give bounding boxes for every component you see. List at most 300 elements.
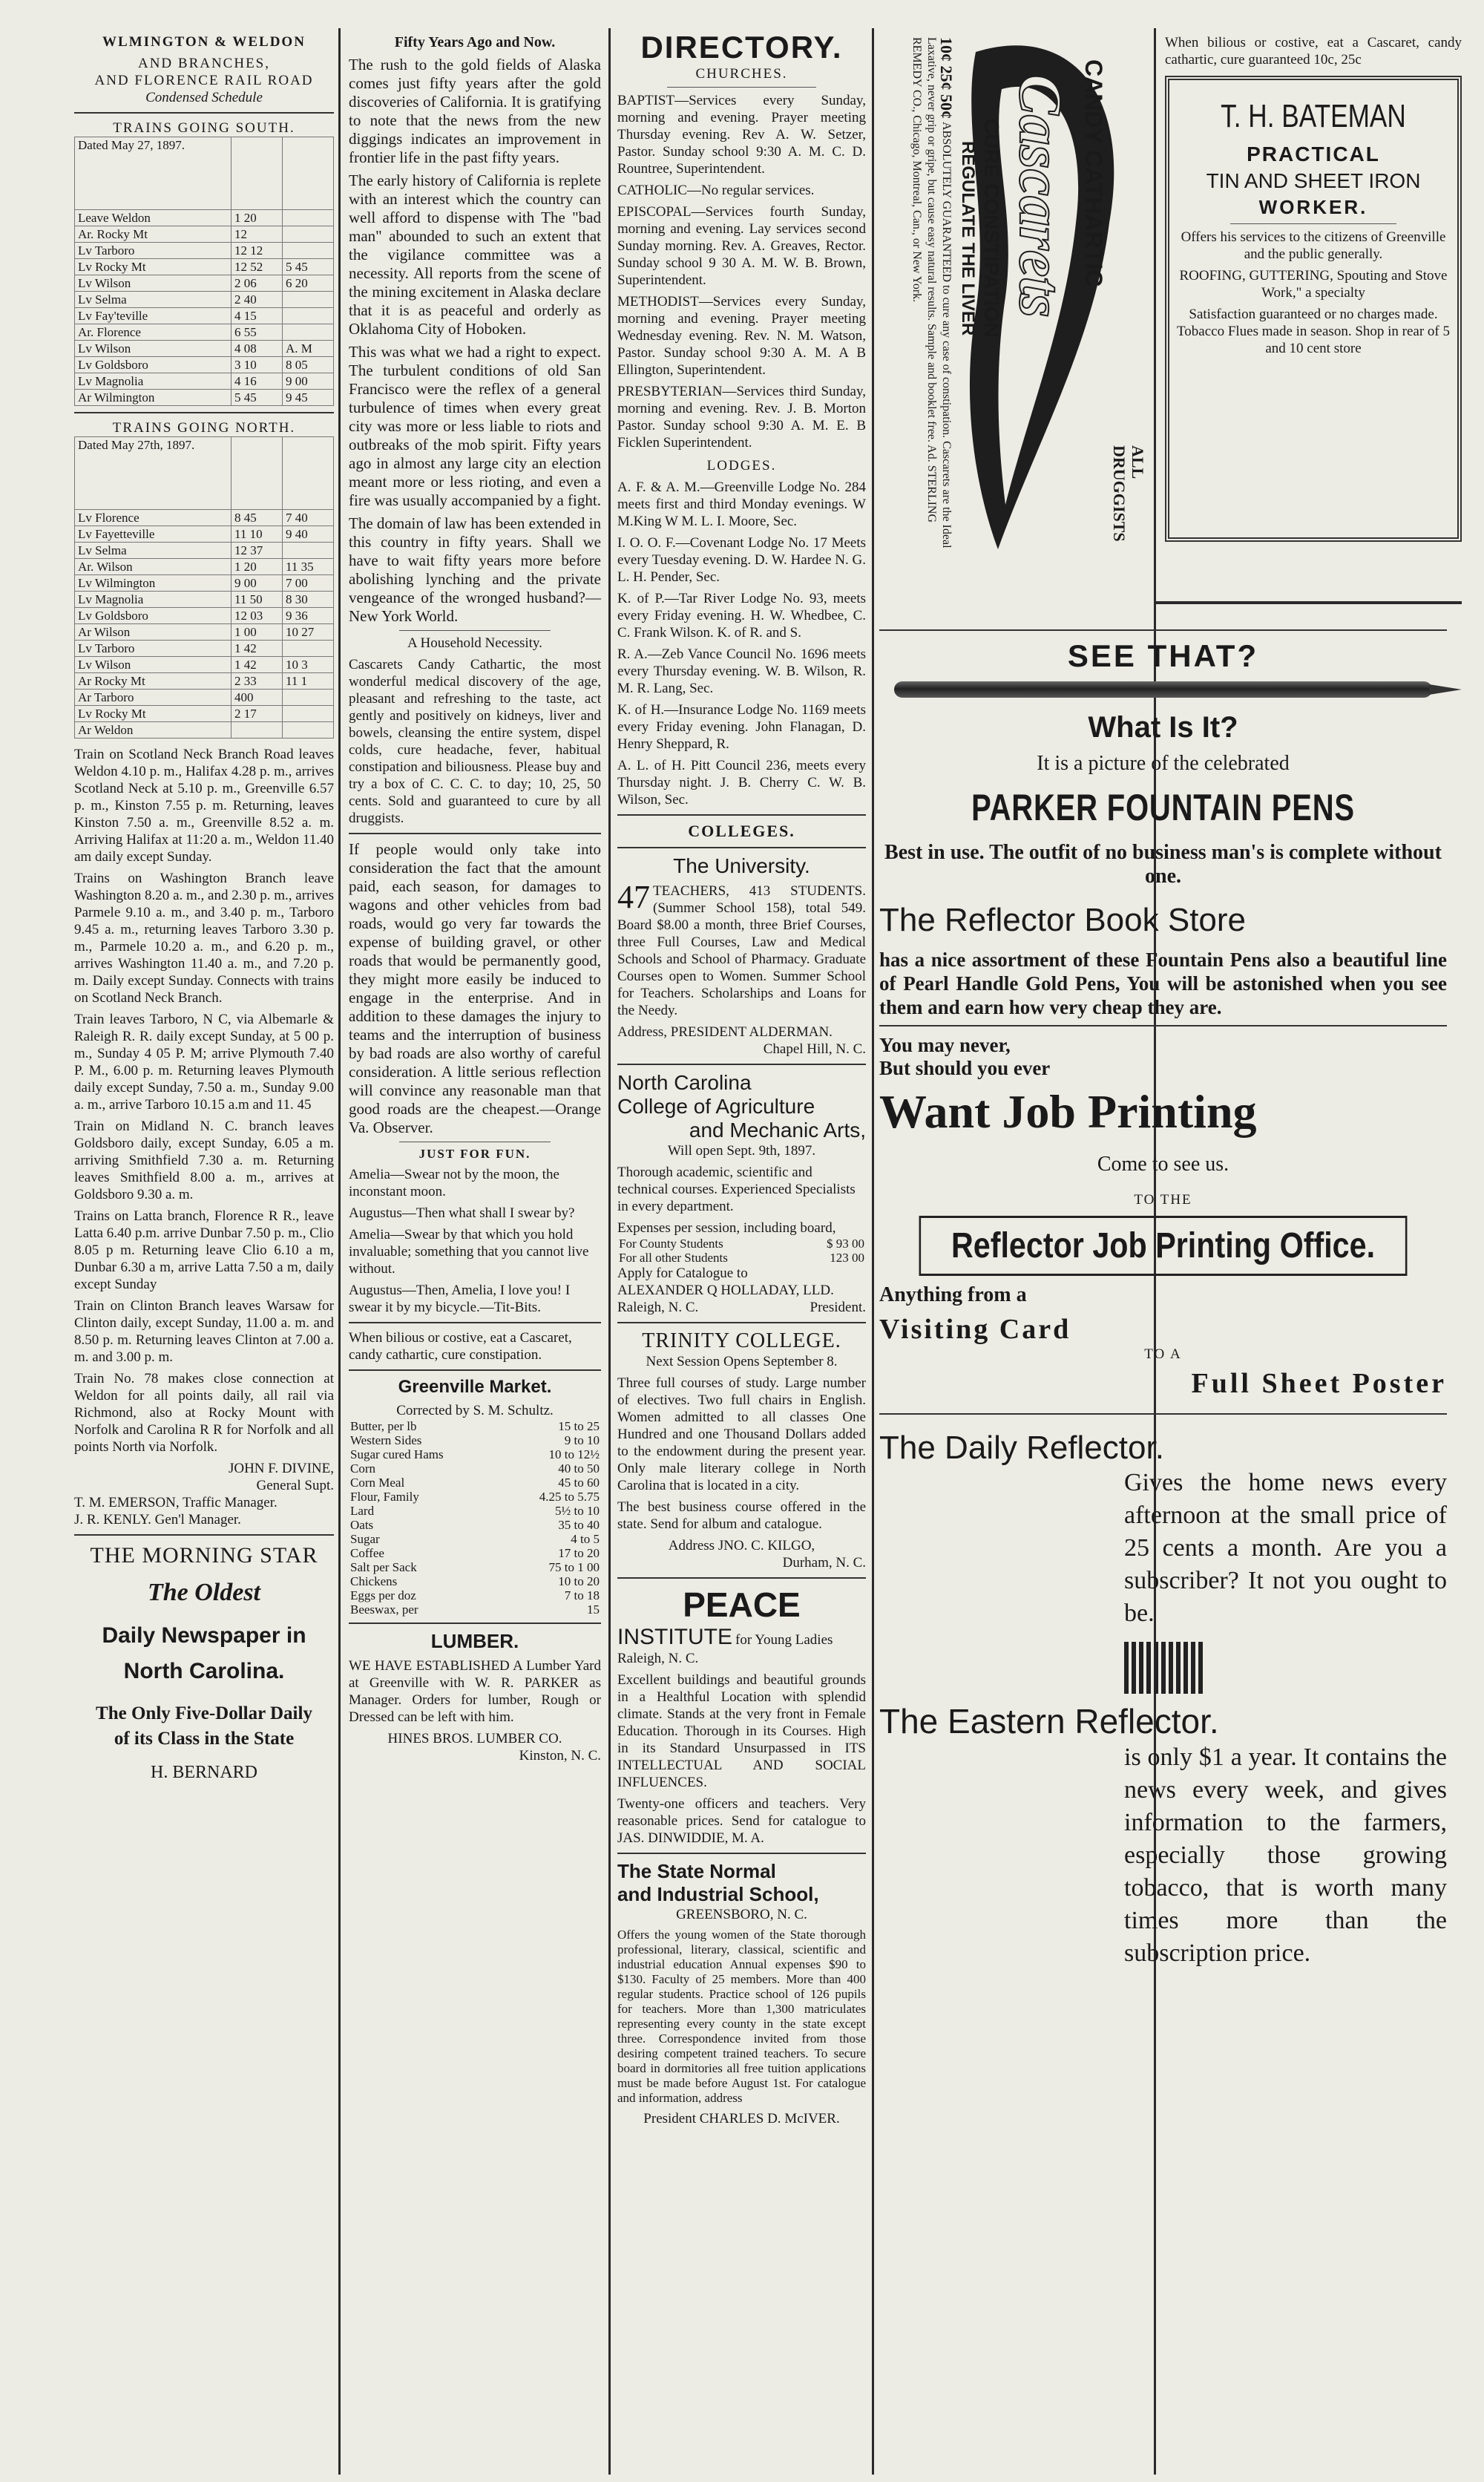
household-title: A Household Necessity. [407, 635, 542, 651]
column-rule [608, 28, 611, 2475]
lumber-location: Kinston, N. C. [519, 1748, 601, 1764]
railroad-note: Train on Midland N. C. branch leaves Goldsboro daily, except Sunday, 6.05 a m. arriving Smithfield 7.30 a. m. Returning leaves Smithfield 8.00 a. m., arrives at Goldsboro 9.30 a. m. [74, 1119, 334, 1202]
timetable-cell-station: Lv Rocky Mt [75, 706, 232, 722]
timetable-cell-station: Lv Fayetteville [75, 526, 232, 543]
item-label: Sugar [350, 1532, 380, 1546]
ncc-title-2: College of Agriculture [617, 1095, 815, 1118]
timetable-cell-t1: 1 42 [232, 641, 283, 657]
trinity-ad: Three full courses of study. Large number of electives. Two full chairs in English. Women admitted to all classes One Hundred and one Thousand Dollars added to the endowment during the present year. Only male literary college in North Carolina that is located in a city. [617, 1375, 866, 1493]
peace-ad: Excellent buildings and beautiful grounds in a Healthful Location with splendid climate. Stands at the very front in Female Education. Thorough in its Courses. High in its Standard Unsurpassed in ITS INTELLECTUAL AND SOCIAL INFLUENCES. [617, 1672, 866, 1790]
timetable-cell-t2 [283, 308, 334, 324]
expense-row [617, 1237, 866, 1251]
railroad-note: Train on Scotland Neck Branch Road leaves Weldon 4.10 p. m., Halifax 4.28 p. m., arrives Scotland Neck at 5.10 p. m., Greenville 6.57 p. m., Kinston 7.55 p. m. Returning, leaves Kinston 7.50 a. m., Greenville 8.52 a. m. Arriving Halifax at 11:20 a. m., Weldon 11.40 am daily except Sunday. [74, 747, 334, 865]
timetable-south [74, 137, 334, 406]
ncc-president: President. [810, 1300, 866, 1315]
timetable-cell-t2 [283, 690, 334, 706]
lumber-title: LUMBER. [430, 1630, 519, 1652]
cascarets-price: 10¢ 25¢ 50¢ [937, 37, 956, 119]
item-value: 4.25 to 5.75 [539, 1490, 600, 1504]
bookstore-text: has a nice assortment of these Fountain Pens also a beautiful line of Pearl Handle Gold Pens, You will be astonished when you see them and earn how very cheap they are. [879, 949, 1447, 1018]
signature-divine: JOHN F. DIVINE, [228, 1461, 334, 1476]
timetable-cell-t1: 12 03 [232, 608, 283, 624]
article-paragraph: The domain of law has been extended in this country in fifty years. Shall we have to wait fifty years more before abolishing lynching and the private vengeance of the wronged husband?—New York World. [349, 514, 601, 625]
timetable-cell-t2 [283, 641, 334, 657]
timetable-row [75, 243, 334, 259]
timetable-cell-t2: 7 40 [283, 510, 334, 526]
timetable-cell-t2: 9 40 [283, 526, 334, 543]
article-paragraph: The early history of California is replete with an interest which the country can well afford to dispense with The "bad man" abounded to such an extent that the vigilance committee was a necessity. All reports from the scene of the mining excitement in Alaska declare that it is as peaceful and orderly as Oklahoma City of Hoboken. [349, 171, 601, 338]
timetable-row [75, 543, 334, 559]
parker-pens-heading: PARKER FOUNTAIN PENS [971, 787, 1355, 828]
timetable-dated: Dated May 27, 1897. [75, 137, 232, 210]
bateman-worker: WORKER. [1258, 196, 1368, 218]
timetable-north [74, 436, 334, 739]
column-directory [617, 30, 866, 2475]
anything-from-text: Anything from a [879, 1283, 1027, 1306]
ncc-president-name: ALEXANDER Q HOLLADAY, LLD. [617, 1283, 834, 1298]
timetable-row [75, 226, 334, 243]
timetable-cell-station: Ar. Wilson [75, 559, 232, 575]
timetable-cell-t1: 400 [232, 690, 283, 706]
morning-star-class: of its Class in the State [114, 1729, 295, 1749]
item-value: 17 to 20 [558, 1546, 600, 1560]
timetable-cell-t1 [232, 722, 283, 739]
timetable-cell-station: Ar Weldon [75, 722, 232, 739]
market-row [349, 1490, 601, 1504]
timetable-row [75, 575, 334, 592]
timetable-row [75, 722, 334, 739]
fun-paragraph: Augustus—Then, Amelia, I love you! I swear it by my bicycle.—Tit-Bits. [349, 1283, 571, 1315]
market-row [349, 1588, 601, 1602]
timetable-cell-station: Lv Wilmington [75, 575, 232, 592]
timetable-cell-station: Lv Magnolia [75, 592, 232, 608]
ncc-expenses: Expenses per session, including board, [617, 1220, 836, 1236]
you-may-never-text: You may never, [879, 1034, 1011, 1056]
ncc-expense-table [617, 1237, 866, 1265]
trinity-address: Address JNO. C. KILGO, [668, 1538, 815, 1553]
railroad-note: Train leaves Tarboro, N C, via Albemarle & Raleigh R. R. daily except Sunday, at 5 00 p. m., Sunday 4 05 P. M; arrive Plymouth 7.40 P. M., 6.00 p. m. Returning leaves Plymouth daily except Sunday, 7.50 a. m., Sunday 9.00 a. m., arrive Tarboro 10.15 a.m and 11. 45 [74, 1012, 334, 1113]
eastern-reflector-text: is only $1 a year. It contains the news every week, and gives information to the farmers, especially those growing tobacco, that is worth many times more than the subscription price. [1124, 1743, 1447, 1967]
item-label: Oats [350, 1518, 374, 1532]
lodges-heading: LODGES. [706, 458, 777, 474]
signature-kenly: J. R. KENLY. Gen'l Manager. [74, 1512, 241, 1527]
timetable-row [75, 341, 334, 357]
bateman-name: T. H. BATEMAN [1221, 98, 1406, 134]
timetable-cell-t1: 2 33 [232, 673, 283, 690]
university-address: Address, PRESIDENT ALDERMAN. [617, 1024, 833, 1040]
item-label: Flour, Family [350, 1490, 419, 1504]
timetable-cell-t1: 4 08 [232, 341, 283, 357]
ncc-apply: Apply for Catalogue to [617, 1265, 748, 1281]
morning-star-daily: Daily Newspaper in [102, 1623, 306, 1648]
railroad-note: Train on Clinton Branch leaves Warsaw for Clinton daily, except Sunday, 11.00 a. m. and 8.50 p. m. Returning leaves Clinton at 7.00 a. m. and 3.00 p. m. [74, 1298, 334, 1365]
cascarets-druggists: DRUGGISTS [1110, 445, 1129, 542]
market-row [349, 1574, 601, 1588]
trinity-ad-2: The best business course offered in the state. Send for album and catalogue. [617, 1499, 866, 1532]
timetable-row [75, 624, 334, 641]
timetable-cell-t2 [283, 722, 334, 739]
timetable-cell-station: Lv Tarboro [75, 243, 232, 259]
timetable-cell-t2: 6 20 [283, 275, 334, 292]
item-value: 10 to 20 [558, 1574, 600, 1588]
column-rule [338, 28, 341, 2475]
item-label: Sugar cured Hams [350, 1447, 444, 1461]
lodge-entry: K. of P.—Tar River Lodge No. 93, meets every Friday evening. H. W. Whedbee, C. C. Frank Wilson. K. of R. and S. [617, 591, 866, 641]
normal-title-1: The State Normal [617, 1860, 776, 1882]
morning-star-oldest: The Oldest [147, 1579, 261, 1606]
column-bateman [1165, 30, 1462, 2475]
timetable-row [75, 690, 334, 706]
what-is-it-heading: What Is It? [1088, 711, 1238, 744]
timetable-cell-t2 [283, 243, 334, 259]
timetable-cell-station: Ar Wilmington [75, 390, 232, 406]
church-entry: CATHOLIC—No regular services. [617, 183, 815, 198]
normal-ad: Offers the young women of the State thorough professional, literary, classical, scientific and industrial education Annual expenses $90 to $130. Faculty of 25 members. More than 400 regular students. Practice school of 126 pupils for teachers. More than 1,300 matriculates representing every county in the state except three. Correspondence invited from those desiring competent trained teachers. To secure board in dormitories all free tuition applications must be made before August 1st. For catalogue and information, address [617, 1928, 866, 2105]
timetable-cell-t2 [283, 226, 334, 243]
timetable-cell-t2: 11 1 [283, 673, 334, 690]
cascarets-sample: Sample and booklet free. Ad. STERLING REMEDY CO., Chicago, Montreal, Can., or New York. [910, 37, 938, 523]
bateman-satisfaction: Satisfaction guaranteed or no charges made. Tobacco Flues made in season. Shop in rear of 5 and 10 cent store [1176, 307, 1451, 356]
bateman-offers: Offers his services to the citizens of Greenville and the public generally. [1181, 229, 1446, 262]
timetable-cell-t2: 5 45 [283, 259, 334, 275]
ncc-open: Will open Sept. 9th, 1897. [667, 1143, 816, 1159]
come-see-us-text: Come to see us. [1097, 1153, 1229, 1176]
visiting-card-text: Visiting Card [879, 1314, 1071, 1345]
timetable-row [75, 510, 334, 526]
morning-star-nc: North Carolina. [123, 1659, 285, 1683]
bateman-practical: PRACTICAL [1247, 143, 1380, 166]
market-table [349, 1419, 601, 1617]
lodge-entry: A. L. of H. Pitt Council 236, meets every Thursday night. J. B. Cherry C. W. B. Wilson, Sec. [617, 758, 866, 808]
market-row [349, 1419, 601, 1433]
picture-of-text: It is a picture of the celebrated [1037, 752, 1290, 775]
timetable-row [75, 559, 334, 575]
lodges-list [617, 479, 866, 808]
timetable-cell-station: Lv Wilson [75, 657, 232, 673]
morning-star-name: H. BERNARD [150, 1763, 257, 1782]
timetable-cell-t2: 8 05 [283, 357, 334, 373]
market-row [349, 1602, 601, 1617]
timetable-cell-t2 [283, 706, 334, 722]
timetable-cell-station: Lv Wilson [75, 341, 232, 357]
signature-title: General Supt. [256, 1478, 334, 1493]
railroad-note: Train No. 78 makes close connection at Weldon for all points daily, all rail via Richmond, also at Rocky Mount with Norfolk and Carolina R R for Norfolk and all points North via Norfolk. [74, 1371, 334, 1455]
household-article: Cascarets Candy Cathartic, the most wonderful medical discovery of the age, pleasant and refreshing to the taste, act gently and positively on kidneys, liver and bowels, cleansing the entire system, dispel colds, cure headache, fever, habitual constipation and biliousness. Please buy and try a box of C. C. C. to day; 10, 25, 50 cents. Sold and guaranteed to cure by all druggists. [349, 657, 601, 826]
best-in-use-text: Best in use. The outfit of no business man's is complete without one. [884, 841, 1442, 888]
timetable-cell-t1: 5 45 [232, 390, 283, 406]
bateman-roofing: ROOFING, GUTTERING, Spouting and Stove Work," a specialty [1179, 268, 1448, 301]
colleges-heading: COLLEGES. [688, 822, 795, 840]
column-rule [872, 28, 874, 2475]
fun-paragraph: Amelia—Swear by that which you hold invaluable; something that you cannot live without. [349, 1227, 589, 1277]
timetable-cell-t1: 2 40 [232, 292, 283, 308]
column-railroad [74, 30, 334, 2475]
to-the-text: TO THE [1134, 1192, 1192, 1208]
market-row [349, 1433, 601, 1447]
want-job-printing-heading: Want Job Printing [879, 1085, 1257, 1138]
item-value: 45 to 60 [558, 1476, 600, 1490]
timetable-cell-t1: 6 55 [232, 324, 283, 341]
directory-title: DIRECTORY. [640, 30, 843, 65]
cascarets-regulate: REGULATE THE LIVER [958, 141, 978, 336]
see-that-heading: SEE THAT? [1067, 638, 1259, 673]
item-value: 15 [587, 1602, 600, 1617]
cascarets-guarantee: ABSOLUTELY GUARANTEED to cure any case of constipation. Cascarets are the Ideal Laxative, never grip or gripe, but cause easy natural results. [925, 37, 953, 549]
item-value: 40 to 50 [558, 1461, 600, 1476]
timetable-row [75, 259, 334, 275]
item-value: 9 to 10 [564, 1433, 600, 1447]
timetable-cell-t1: 11 10 [232, 526, 283, 543]
timetable-cell-t2: 9 45 [283, 390, 334, 406]
market-row [349, 1546, 601, 1560]
timetable-cell-station: Lv Tarboro [75, 641, 232, 657]
timetable-cell-t1: 12 [232, 226, 283, 243]
university-location: Chapel Hill, N. C. [763, 1041, 866, 1057]
ncc-title-3: and Mechanic Arts, [689, 1119, 866, 1142]
normal-location: GREENSBORO, N. C. [676, 1907, 807, 1922]
item-value: 10 to 12½ [548, 1447, 600, 1461]
railroad-subtitle-2: AND FLORENCE RAIL ROAD [94, 73, 314, 88]
timetable-cell-t2: 11 35 [283, 559, 334, 575]
church-entry: PRESBYTERIAN—Services third Sunday, morning and evening. Rev. J. B. Morton Pastor. Sunday school 9:30 A. M. E. B Ficklen Superintendent. [617, 384, 866, 451]
timetable-cell-t2: 9 36 [283, 608, 334, 624]
cascarets-candy: CANDY CATHARTIC [1080, 59, 1107, 287]
timetable-row [75, 308, 334, 324]
signature-emerson: T. M. EMERSON, Traffic Manager. [74, 1495, 278, 1510]
cascarets-cure: CURE CONSTIPATION [980, 119, 1003, 338]
timetable-row [75, 373, 334, 390]
railroad-subtitle: AND BRANCHES, [137, 56, 271, 71]
timetable-cell-t2 [283, 543, 334, 559]
timetable-row [75, 210, 334, 226]
item-value: 15 to 25 [558, 1419, 600, 1433]
just-for-fun-title: JUST FOR FUN. [418, 1147, 531, 1161]
full-sheet-poster-text: Full Sheet Poster [1191, 1368, 1447, 1399]
fun-paragraph: Amelia—Swear not by the moon, the inconstant moon. [349, 1167, 559, 1199]
roads-article: If people would only take into consideration the fact that the amount paid, each season, for damages to wagons and other vehicles from bad roads, would go very far towards the expense of building gravel, or other roads that would be permanently good, they might more easily be induced to engage in the enterprise. And in addition to these damages the injury to teams and the interruption of business by bad roads are also worthy of careful consideration. A little serious reflection will convince any reasonable man that good roads are the cheapest.—Orange Va. Observer. [349, 840, 601, 1136]
item-value: 7 to 18 [564, 1588, 600, 1602]
timetable-row [75, 357, 334, 373]
fifty-years-title: Fifty Years Ago and Now. [394, 34, 556, 50]
timetable-cell-t2: 8 30 [283, 592, 334, 608]
cascarets-ad [887, 30, 1154, 564]
normal-president: President CHARLES D. McIVER. [643, 2111, 840, 2126]
item-label: Lard [350, 1504, 375, 1518]
timetable-row [75, 292, 334, 308]
timetable-cell-station: Lv Goldsboro [75, 357, 232, 373]
item-label: Corn Meal [350, 1476, 405, 1490]
railroad-note: Trains on Washington Branch leave Washington 8.20 a. m., and 2.30 p. m., arrives Parmele 9.10 a. m., and 3.40 p. m., Tarboro 9.45 a. m., returning leaves Tarboro 3.30 p. m., Parmele 10.20 a. m., and 6.20 p. m., arrives Washington 11.40 a. m., and 7.20 p. m. Daily except Sunday. Connects with trains on Scotland Neck Branch. [74, 871, 334, 1006]
morning-star-title: THE MORNING STAR [90, 1543, 318, 1568]
peace-institute: INSTITUTE [617, 1625, 732, 1649]
timetable-cell-t2: 9 00 [283, 373, 334, 390]
item-label: Beeswax, per [350, 1602, 418, 1617]
ncc-title-1: North Carolina [617, 1071, 752, 1094]
university-count: 47 [617, 879, 650, 915]
timetable-cell-station: Lv Florence [75, 510, 232, 526]
peace-for: for Young Ladies Raleigh, N. C. [617, 1632, 833, 1666]
just-for-fun-article [349, 1166, 601, 1316]
churches-list [617, 92, 866, 451]
church-entry: EPISCOPAL—Services fourth Sunday, morning and evening. Lay services second Sunday morning. Rev. A. Greaves, Rector. Sunday school 9 30 A. M. W. B. Brown, Superintendent. [617, 204, 866, 288]
timetable-cell-t1: 12 37 [232, 543, 283, 559]
market-row [349, 1461, 601, 1476]
timetable-row [75, 641, 334, 657]
item-value: 75 to 1 00 [548, 1560, 600, 1574]
bateman-trade: TIN AND SHEET IRON [1206, 169, 1421, 192]
eastern-reflector-heading: The Eastern Reflector. [879, 1702, 1219, 1741]
timetable-cell-t1: 1 20 [232, 210, 283, 226]
bilious-notice: When bilious or costive, eat a Cascaret, candy cathartic, cure constipation. [349, 1330, 572, 1363]
timetable-cell-station: Leave Weldon [75, 210, 232, 226]
churches-heading: CHURCHES. [695, 66, 788, 82]
item-label: Chickens [350, 1574, 398, 1588]
timetable-cell-t1: 1 42 [232, 657, 283, 673]
timetable-cell-t2 [283, 292, 334, 308]
normal-title-2: and Industrial School, [617, 1883, 819, 1905]
timetable-cell-t1: 12 12 [232, 243, 283, 259]
railroad-notes [74, 746, 334, 1456]
to-a-text: TO A [1144, 1346, 1182, 1362]
timetable-cell-t2 [283, 324, 334, 341]
market-row [349, 1532, 601, 1546]
railroad-note: Trains on Latta branch, Florence R R., leave Latta 6.40 p.m. arrive Dunbar 7.50 p. m., Clio 8.05 p m. Returning leave Clio 6.10 a m, Dunbar 6.30 a m, arrive Latta 7.50 a m, daily except Sunday [74, 1208, 334, 1292]
market-title: Greenville Market. [398, 1377, 552, 1397]
timetable-cell-station: Ar Rocky Mt [75, 673, 232, 690]
lumber-ad: WE HAVE ESTABLISHED A Lumber Yard at Greenville with W. R. PARKER as Manager. Orders for lumber, Rough or Dressed can be left with him. [349, 1658, 601, 1725]
lodge-entry: R. A.—Zeb Vance Council No. 1696 meets every Thursday evening. W. B. Wilson, R. M. R. Lang, Sec. [617, 646, 866, 696]
timetable-cell-t1: 11 50 [232, 592, 283, 608]
job-printing-office-banner: Reflector Job Printing Office. [919, 1216, 1408, 1276]
bookstore-heading: The Reflector Book Store [879, 902, 1247, 938]
market-row [349, 1504, 601, 1518]
ncc-ad: Thorough academic, scientific and technical courses. Experienced Specialists in every department. [617, 1165, 856, 1214]
timetable-cell-t1: 3 10 [232, 357, 283, 373]
timetable-cell-t1: 2 06 [232, 275, 283, 292]
trinity-location: Durham, N. C. [782, 1555, 866, 1571]
item-label: Coffee [350, 1546, 384, 1560]
ncc-location: Raleigh, N. C. [617, 1300, 699, 1315]
timetable-row [75, 324, 334, 341]
university-ad: TEACHERS, 413 STUDENTS. (Summer School 158), total 549. Board $8.00 a month, three Brief Courses, three Full Courses, Law and Medical Schools and School of Pharmacy. Graduate Courses open to Women. Summer School for Teachers. Scholarships and Loans for the Needy. [617, 883, 866, 1018]
trinity-open: Next Session Opens September 8. [646, 1354, 838, 1369]
daily-reflector-heading: The Daily Reflector. [879, 1430, 1164, 1466]
timetable-cell-t1: 1 20 [232, 559, 283, 575]
timetable-row [75, 390, 334, 406]
morning-star-only: The Only Five-Dollar Daily [96, 1703, 312, 1723]
timetable-cell-t2: 10 27 [283, 624, 334, 641]
timetable-cell-t2: 7 00 [283, 575, 334, 592]
bateman-ad [1165, 76, 1462, 542]
item-label: For all other Students [619, 1251, 728, 1265]
timetable-cell-station: Ar. Rocky Mt [75, 226, 232, 243]
timetable-row [75, 592, 334, 608]
timetable-cell-t2: 10 3 [283, 657, 334, 673]
article-paragraph: This was what we had a right to expect. The turbulent conditions of old San Francisco were the reflex of a general turbulence of times when every great city was more or less liable to riots and outbreaks of the mob spirit. Fifty years ago in almost any large city an election meant more or less rioting, and even a fire was usually accompanied by a fight. [349, 343, 601, 509]
timetable-row [75, 657, 334, 673]
timetable-cell-t1: 12 52 [232, 259, 283, 275]
expense-row [617, 1251, 866, 1265]
item-label: Corn [350, 1461, 375, 1476]
timetable-cell-t1: 4 16 [232, 373, 283, 390]
article-paragraph: The rush to the gold fields of Alaska comes just fifty years after the gold discoveries of California. It is gratifying to note that the news from the new diggings indicates an improvement in frontier life in the past fifty years. [349, 56, 601, 166]
market-subtitle: Corrected by S. M. Schultz. [396, 1403, 554, 1418]
timetable-cell-station: Lv Fay'teville [75, 308, 232, 324]
market-row [349, 1447, 601, 1461]
item-value: 4 to 5 [571, 1532, 600, 1546]
market-row [349, 1476, 601, 1490]
item-label: For County Students [619, 1237, 723, 1251]
item-value: 5½ to 10 [555, 1504, 600, 1518]
timetable-cell-t2: A. M [283, 341, 334, 357]
item-label: Western Sides [350, 1433, 422, 1447]
timetable-cell-t1: 1 00 [232, 624, 283, 641]
market-row [349, 1560, 601, 1574]
timetable-cell-station: Lv Goldsboro [75, 608, 232, 624]
column-articles [349, 30, 601, 2475]
timetable-cell-station: Lv Wilson [75, 275, 232, 292]
daily-reflector-text: Gives the home news every afternoon at the small price of 25 cents a month. Are you a subscriber? It not you ought to be. [1124, 1469, 1447, 1627]
bilious-notice-2: When bilious or costive, eat a Cascaret, candy cathartic, cure guaranteed 10c, 25c [1165, 35, 1462, 68]
lodge-entry: K. of H.—Insurance Lodge No. 1169 meets every Friday evening. John Flanagan, D. Henry Sheppard, R. [617, 702, 866, 752]
cascarets-all: ALL [1129, 445, 1147, 479]
railroad-title: WLMINGTON & WELDON [102, 34, 306, 50]
market-row [349, 1518, 601, 1532]
timetable-row [75, 706, 334, 722]
item-label: Eggs per doz [350, 1588, 416, 1602]
timetable-cell-t1: 9 00 [232, 575, 283, 592]
railroad-subtitle-3: Condensed Schedule [145, 90, 263, 105]
timetable-row [75, 673, 334, 690]
timetable-row [75, 275, 334, 292]
timetable-cell-t1: 4 15 [232, 308, 283, 324]
timetable-cell-t2 [283, 210, 334, 226]
trinity-title: TRINITY COLLEGE. [642, 1329, 841, 1352]
fun-paragraph: Augustus—Then what shall I swear by? [349, 1205, 575, 1221]
item-value: 35 to 40 [558, 1518, 600, 1532]
timetable-cell-station: Lv Selma [75, 543, 232, 559]
university-title: The University. [673, 854, 810, 877]
item-label: Butter, per lb [350, 1419, 417, 1433]
fifty-years-article [349, 56, 601, 626]
timetable-cell-station: Ar. Florence [75, 324, 232, 341]
timetable-dated: Dated May 27th, 1897. [75, 437, 232, 510]
timetable-row [75, 608, 334, 624]
timetable-cell-station: Lv Rocky Mt [75, 259, 232, 275]
timetable-cell-station: Lv Magnolia [75, 373, 232, 390]
item-value: $ 93 00 [827, 1237, 864, 1251]
church-entry: BAPTIST—Services every Sunday, morning and evening. Prayer meeting Thursday evening. Rev A. W. Setzer, Pastor. Sunday school 9:30 A. M. C. D. Rountree, Superintendent. [617, 93, 866, 177]
cascarets-brand: Cascarets [1007, 74, 1074, 318]
lumber-signature: HINES BROS. LUMBER CO. [387, 1731, 562, 1746]
timetable-cell-station: Ar Wilson [75, 624, 232, 641]
lodge-entry: A. F. & A. M.—Greenville Lodge No. 284 meets first and third Monday evenings. W M.King W M. L. I. Moore, Sec. [617, 479, 866, 529]
peace-ad-2: Twenty-one officers and teachers. Very reasonable prices. Send for catalogue to JAS. DINWIDDIE, M. A. [617, 1796, 866, 1846]
timetable-cell-station: Ar Tarboro [75, 690, 232, 706]
timetable-cell-station: Lv Selma [75, 292, 232, 308]
item-value: 123 00 [830, 1251, 864, 1265]
timetable-cell-t1: 8 45 [232, 510, 283, 526]
church-entry: METHODIST—Services every Sunday, morning and evening. Prayer meeting Wednesday evening. Rev. N. M. Watson, Pastor. Sunday school 9:30 A. M. A B Ellington, Superintendent. [617, 294, 866, 378]
timetable-cell-t1: 2 17 [232, 706, 283, 722]
peace-title: PEACE [683, 1585, 801, 1624]
timetable-row [75, 526, 334, 543]
trains-north-title: TRAINS GOING NORTH. [112, 420, 296, 436]
but-should-text: But should you ever [879, 1057, 1051, 1079]
lodge-entry: I. O. O. F.—Covenant Lodge No. 17 Meets every Tuesday evening. D. W. Hardee N. G. L. H. Pender, Sec. [617, 535, 866, 585]
trains-south-title: TRAINS GOING SOUTH. [113, 120, 295, 136]
item-label: Salt per Sack [350, 1560, 417, 1574]
